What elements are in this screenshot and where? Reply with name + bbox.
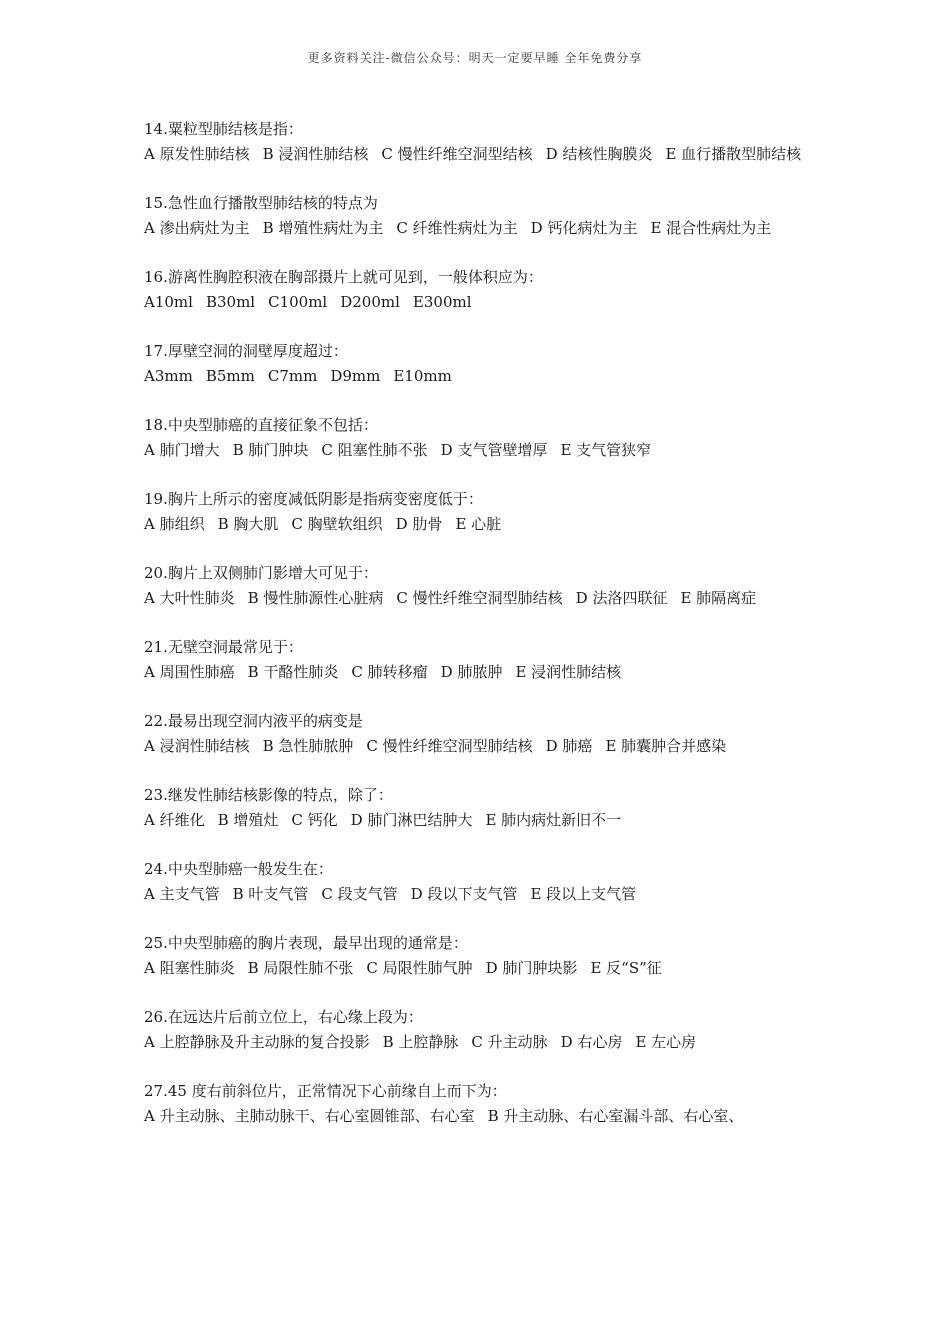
answer-option: C 局限性肺气肿 <box>366 959 473 977</box>
answer-option: D 肺脓肿 <box>440 663 503 681</box>
answer-option: A 肺门增大 <box>144 441 220 459</box>
question-options <box>144 438 812 463</box>
answer-option: D 肺门肿块影 <box>485 959 578 977</box>
answer-option: C 慢性纤维空洞型结核 <box>381 145 533 163</box>
answer-option: D 右心房 <box>560 1033 623 1051</box>
question-options <box>144 586 812 611</box>
answer-option: B 叶支气管 <box>232 885 309 903</box>
question-title: 15.急性血行播散型肺结核的特点为 <box>144 194 378 212</box>
answer-option: D 支气管壁增厚 <box>440 441 548 459</box>
question-title: 14.粟粒型肺结核是指： <box>144 120 303 138</box>
answer-option: D9mm <box>330 367 381 385</box>
answer-option: B 胸大肌 <box>217 515 279 533</box>
question-options <box>144 734 812 759</box>
answer-option: D 肺癌 <box>545 737 593 755</box>
answer-option: E 肺隔离症 <box>680 589 757 607</box>
answer-option: B 上腔静脉 <box>382 1033 459 1051</box>
question-title: 19.胸片上所示的密度减低阴影是指病变密度低于： <box>144 490 483 508</box>
answer-option: C 胸壁软组织 <box>291 515 383 533</box>
answer-option: A 阻塞性肺炎 <box>144 959 235 977</box>
answer-option: A 原发性肺结核 <box>144 145 250 163</box>
question-title: 22.最易出现空洞内液平的病变是 <box>144 712 363 730</box>
question-item <box>144 487 812 537</box>
answer-option: E300ml <box>412 293 472 311</box>
answer-option: B 局限性肺不张 <box>247 959 354 977</box>
answer-option: C 阻塞性肺不张 <box>321 441 428 459</box>
question-options <box>144 1030 812 1055</box>
answer-option: E 混合性病灶为主 <box>650 219 772 237</box>
question-options <box>144 512 812 537</box>
question-options <box>144 808 812 833</box>
question-title: 27.45 度右前斜位片，正常情况下心前缘自上而下为： <box>144 1082 507 1100</box>
answer-option: A 周围性肺癌 <box>144 663 235 681</box>
answer-option: B 急性肺脓肿 <box>262 737 354 755</box>
answer-option: E 肺囊肿合并感染 <box>605 737 727 755</box>
answer-option: C 钙化 <box>291 811 338 829</box>
answer-option: E 段以上支气管 <box>530 885 637 903</box>
answer-option: E 左心房 <box>635 1033 697 1051</box>
answer-option: E 血行播散型肺结核 <box>665 145 802 163</box>
question-item <box>144 1005 812 1055</box>
question-item <box>144 339 812 389</box>
answer-option: A 肺组织 <box>144 515 205 533</box>
question-title: 24.中央型肺癌一般发生在： <box>144 860 333 878</box>
answer-option: D 钙化病灶为主 <box>530 219 638 237</box>
answer-option: B 升主动脉、右心室漏斗部、右心室、 <box>487 1107 744 1125</box>
question-item <box>144 265 812 315</box>
answer-option: A 浸润性肺结核 <box>144 737 250 755</box>
answer-option: A3mm <box>144 367 193 385</box>
answer-option: B 干酪性肺炎 <box>247 663 339 681</box>
answer-option: C 升主动脉 <box>471 1033 548 1051</box>
answer-option: A 纤维化 <box>144 811 205 829</box>
answer-option: C 慢性纤维空洞型肺结核 <box>366 737 533 755</box>
answer-option: B 增殖灶 <box>217 811 279 829</box>
answer-option: A 大叶性肺炎 <box>144 589 235 607</box>
answer-option: D 段以下支气管 <box>410 885 518 903</box>
answer-option: C 慢性纤维空洞型肺结核 <box>396 589 563 607</box>
answer-option: D 结核性胸膜炎 <box>545 145 653 163</box>
question-title: 25.中央型肺癌的胸片表现，最早出现的通常是： <box>144 934 468 952</box>
answer-option: E 支气管狭窄 <box>560 441 652 459</box>
answer-option: C100ml <box>268 293 328 311</box>
question-title: 23.继发性肺结核影像的特点，除了： <box>144 786 393 804</box>
question-options <box>144 882 812 907</box>
question-options <box>144 660 812 685</box>
answer-option: A 升主动脉、主肺动脉干、右心室圆锥部、右心室 <box>144 1107 475 1125</box>
question-options <box>144 142 812 167</box>
question-title: 26.在远达片后前立位上，右心缘上段为： <box>144 1008 423 1026</box>
answer-option: B 慢性肺源性心脏病 <box>247 589 384 607</box>
answer-option: C 段支气管 <box>321 885 398 903</box>
question-title: 16.游离性胸腔积液在胸部摄片上就可见到，一般体积应为： <box>144 268 543 286</box>
question-item <box>144 857 812 907</box>
answer-option: C 肺转移瘤 <box>351 663 428 681</box>
answer-option: A10ml <box>144 293 193 311</box>
question-item <box>144 561 812 611</box>
answer-option: E 反“S”征 <box>590 959 662 977</box>
question-item <box>144 117 812 167</box>
question-options <box>144 216 812 241</box>
question-item <box>144 191 812 241</box>
page-header: 更多资料关注-微信公众号：明天一定要早睡 全年免费分享 <box>307 51 643 65</box>
question-options <box>144 1104 812 1129</box>
question-item <box>144 783 812 833</box>
question-title: 21.无壁空洞最常见于： <box>144 638 303 656</box>
answer-option: D 肋骨 <box>395 515 443 533</box>
question-options <box>144 290 812 315</box>
question-title: 18.中央型肺癌的直接征象不包括： <box>144 416 378 434</box>
answer-option: D200ml <box>340 293 400 311</box>
answer-option: E 浸润性肺结核 <box>515 663 622 681</box>
answer-option: D 法洛四联征 <box>575 589 668 607</box>
answer-option: B 增殖性病灶为主 <box>262 219 384 237</box>
question-list <box>144 117 812 1153</box>
answer-option: B5mm <box>205 367 255 385</box>
question-title: 17.厚壁空洞的洞壁厚度超过： <box>144 342 348 360</box>
question-options <box>144 364 812 389</box>
answer-option: E 肺内病灶新旧不一 <box>485 811 622 829</box>
question-item <box>144 931 812 981</box>
answer-option: E 心脏 <box>455 515 502 533</box>
answer-option: A 渗出病灶为主 <box>144 219 250 237</box>
answer-option: A 主支气管 <box>144 885 220 903</box>
answer-option: B 肺门肿块 <box>232 441 309 459</box>
question-title: 20.胸片上双侧肺门影增大可见于： <box>144 564 378 582</box>
answer-option: A 上腔静脉及升主动脉的复合投影 <box>144 1033 370 1051</box>
question-item <box>144 1079 812 1129</box>
answer-option: D 肺门淋巴结肿大 <box>350 811 473 829</box>
answer-option: E10mm <box>393 367 452 385</box>
answer-option: B30ml <box>205 293 256 311</box>
question-item <box>144 709 812 759</box>
question-item <box>144 635 812 685</box>
question-item <box>144 413 812 463</box>
answer-option: C 纤维性病灶为主 <box>396 219 518 237</box>
answer-option: C7mm <box>267 367 318 385</box>
answer-option: B 浸润性肺结核 <box>262 145 369 163</box>
question-options <box>144 956 812 981</box>
